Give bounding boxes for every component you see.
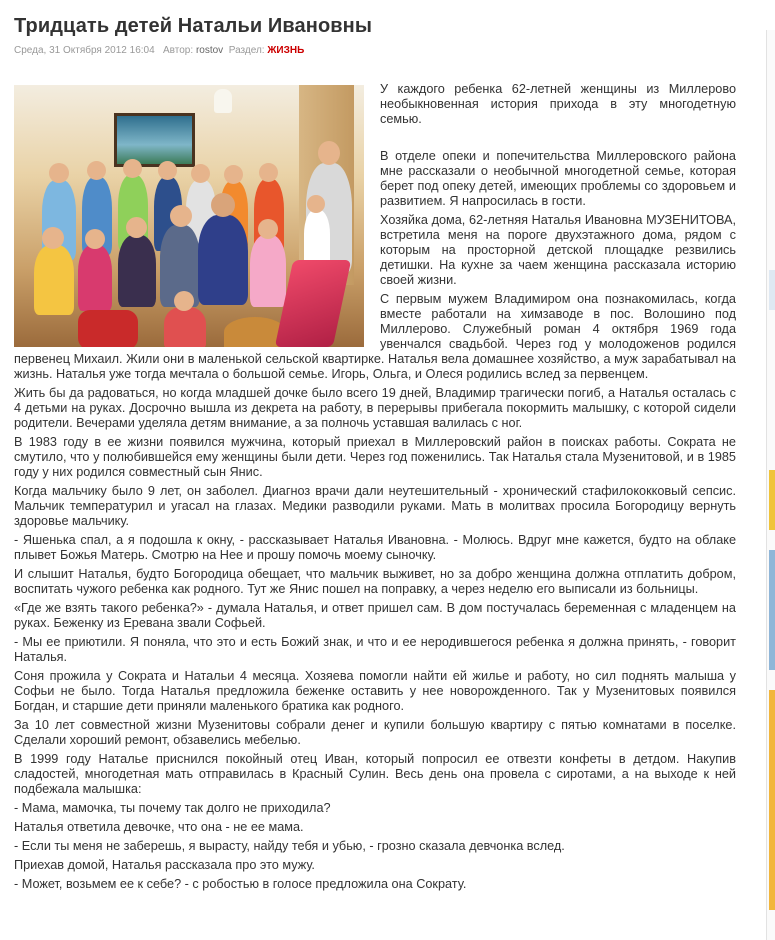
author-label: Автор: — [163, 45, 194, 56]
child-head — [259, 163, 278, 182]
child-head — [158, 161, 177, 180]
child-figure — [78, 245, 112, 311]
child-head — [174, 291, 194, 311]
paragraph: «Где же взять такого ребенка?» - думала Наталья, и ответ пришел сам. В дом постучалась беременная с младенцем на руках. Беженку из Еревана звали Софьей. — [14, 601, 736, 630]
child-head — [258, 219, 278, 239]
paragraph: Жить бы да радоваться, но когда младшей дочке было всего 19 дней, Владимир трагически погиб, а Наталья осталась с 4 детьми на руках. Досрочно вышла из декрета на работу, в перерывы прибегала покормить малышку, с которой сидели родители. Вечерами уделяла детям внимание, а за полночь уставшая валилась с ног. — [14, 386, 736, 430]
author-name: rostov — [195, 45, 224, 56]
sidebar-banner[interactable] — [769, 470, 775, 530]
adult-head — [318, 141, 340, 165]
adult-head — [211, 193, 235, 217]
child-head — [85, 229, 105, 249]
article — [14, 0, 736, 896]
toy-vehicle — [78, 310, 138, 347]
section-label: Раздел: — [228, 45, 265, 56]
family-photo — [14, 85, 364, 347]
wall-poster — [114, 113, 195, 167]
child-figure — [164, 307, 206, 347]
paragraph: В отделе опеки и попечительства Миллеровского района мне рассказали о необычной многодетной семье, которая берет под опеку детей, имеющих проблемы со здоровьем и развитием. Я напросилась в гости. — [380, 149, 736, 208]
toy-slide — [275, 260, 351, 347]
paragraph: - Яшенька спал, а я подошла к окну, - рассказывает Наталья Ивановна. - Молюсь. Вдруг мне кажется, будто на облаке плывет Божья Матерь. Смотрю на Нее и прошу помочь моему сыночку. — [14, 533, 736, 562]
paragraph: В 1983 году в ее жизни появился мужчина, который приехал в Миллеровский район в поисках работы. Сократа не смутило, что у полюбившейся ему женщины были дети. Через год поженились. Так Наталья стала Музенитовой, и в 1985 году у них родился совместный сын Янис. — [14, 435, 736, 479]
paragraph: И слышит Наталья, будто Богородица обещает, что мальчик выживет, но за добро женщина должна отплатить добром, воспитать чужого ребенка как родного. Тут же Янис пошел на поправку, а через неделю его выписали из больницы. — [14, 567, 736, 596]
paragraph: За 10 лет совместной жизни Музенитовы собрали денег и купили большую квартиру с пятью комнатами в поселке. Сделали хороший ремонт, обзавелись мебелью. — [14, 718, 736, 747]
child-head — [42, 227, 64, 249]
publish-date: Среда, 31 Октября 2012 16:04 — [14, 45, 155, 56]
paragraph: - Мы ее приютили. Я поняла, что это и есть Божий знак, и что и ее неродившегося ребенка я должна принять, - говорит Наталья. — [14, 635, 736, 664]
child-figure — [250, 235, 286, 307]
paragraph: Когда мальчику было 9 лет, он заболел. Диагноз врачи дали неутешительный - хронический стафилококковый сепсис. Мальчик температурил и угасал на глазах. Медики разводили руками. Мать в молитвах просила Богородицу вернуть здоровье мальчику. — [14, 484, 736, 528]
sidebar-block — [769, 270, 775, 310]
child-figure — [34, 245, 74, 315]
child-head — [191, 164, 210, 183]
paragraph: В 1999 году Наталье приснился покойный отец Иван, который попросил ее отвезти конфеты в детдом. Накупив сладостей, многодетная мать отправилась в Красный Сулин. Весь день она провела с сиротами, а на выходе к ней подбежала малышка: — [14, 752, 736, 796]
child-head — [307, 195, 325, 213]
child-head — [126, 217, 147, 238]
adult-figure — [198, 215, 248, 305]
child-head — [49, 163, 69, 183]
article-meta — [14, 44, 736, 58]
paragraph: Соня прожила у Сократа и Натальи 4 месяца. Хозяева помогли найти ей жилье и работу, но сил поднять малыша у Софьи не было. Тогда Наталья предложила беженке оставить у нее новорожденного. Так у Музенитовых появился Богдан, и старшие дети приняли маленького братика как родного. — [14, 669, 736, 713]
section-link[interactable]: ЖИЗНЬ — [267, 45, 305, 56]
paragraph: Хозяйка дома, 62-летняя Наталья Ивановна МУЗЕНИТОВА, встретила меня на пороге двухэтажного дома, рядом с которым на просторной детской площадке резвились детишки. На кухне за чаем женщина рассказала историю своей жизни. — [380, 213, 736, 287]
paragraph: Наталья ответила девочке, что она - не ее мама. — [14, 820, 304, 834]
paragraph: - Мама, мамочка, ты почему так долго не приходила? — [14, 801, 331, 815]
child-head — [170, 205, 192, 227]
article-title: Тридцать детей Натальи Ивановны — [14, 15, 373, 37]
sidebar-banner[interactable] — [769, 550, 775, 670]
child-figure — [118, 235, 156, 307]
paragraph: - Если ты меня не заберешь, я вырасту, найду тебя и убью, - грозно сказала девчонка вслед. — [14, 839, 565, 853]
child-head — [87, 161, 106, 180]
wall-lamp — [214, 89, 232, 113]
child-head — [123, 159, 142, 178]
paragraph: Приехав домой, Наталья рассказала про это мужу. — [14, 858, 315, 872]
sidebar-banner[interactable] — [769, 690, 775, 910]
paragraph: У каждого ребенка 62-летней женщины из Миллерово необыкновенная история прихода в эту многодетную семью. — [380, 82, 736, 126]
paragraph: - Может, возьмем ее к себе? - с робостью в голосе предложила она Сократу. — [14, 877, 467, 891]
paragraph: С первым мужем Владимиром она познакомилась, когда вместе работали на химзаводе в пос. Волошино под Миллерово. Служебный роман 4 октября 1969 года увенчался свадьбой. Через год у молодоженов родился первенец Михаил. Жили они в маленькой сельской квартирке. Наталья вела домашнее хозяйство, а муж зарабатывал на жизнь. Наталья уже тогда мечтала о большой семье. Игорь, Ольга, и Олеся родились вслед за первенцем. — [14, 292, 736, 381]
sidebar-edge — [766, 30, 775, 940]
child-head — [224, 165, 243, 184]
